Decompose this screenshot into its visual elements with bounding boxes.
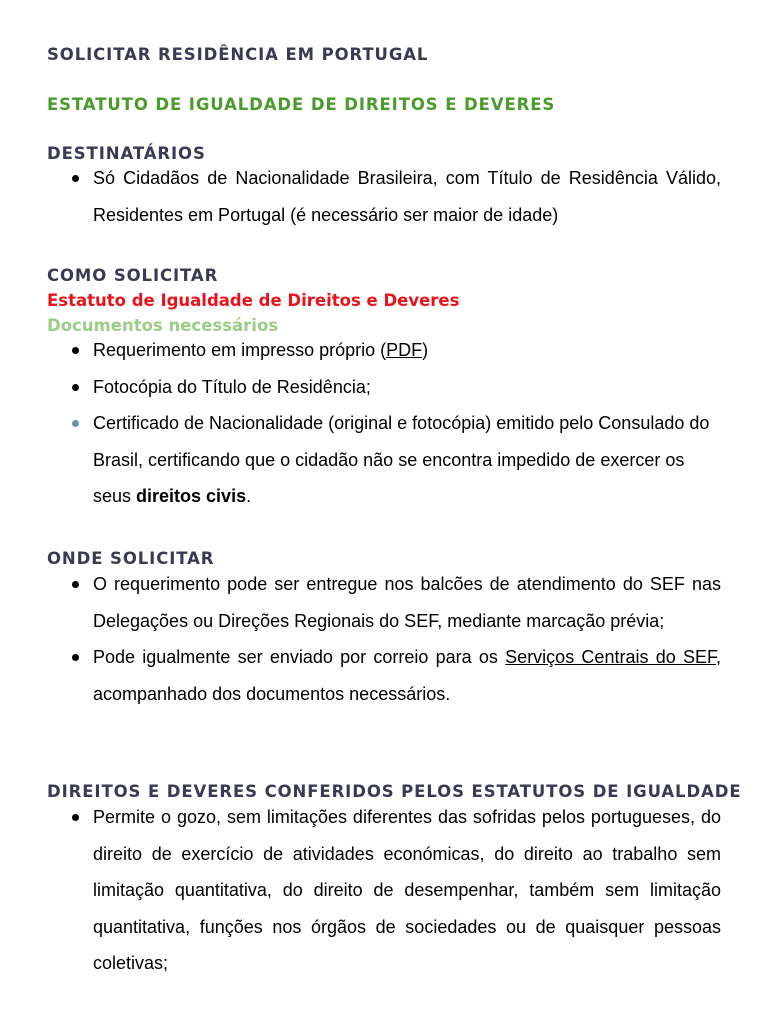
list-item: Permite o gozo, sem limitações diferentes das sofridas pelos portugueses, do direito de exercício de atividades económicas, do direito ao trabalho sem limitação quantitativa, do direito de desempenhar, também sem limitação quantitativa, funções nos órgãos de sociedades ou de quaisquer pessoas coletivas; [47, 799, 721, 982]
list-item: Fotocópia do Título de Residência; [47, 369, 721, 406]
bullet-icon [72, 175, 79, 182]
bullet-icon [72, 420, 79, 427]
direitos-list [47, 799, 721, 982]
page-subtitle: ESTATUTO DE IGUALDADE DE DIREITOS E DEVERES [47, 95, 556, 114]
bullet-icon [72, 654, 79, 661]
documentos-list [47, 332, 721, 515]
bullet-icon [72, 814, 79, 821]
list-item: Certificado de Nacionalidade (original e fotocópia) emitido pelo Consulado do Brasil, certificando que o cidadão não se encontra impedido de exercer os seus direitos civis. [47, 405, 721, 515]
pdf-link[interactable]: PDF [386, 340, 423, 360]
subheading-estatuto: Estatuto de Igualdade de Direitos e Deveres [47, 291, 460, 310]
section-heading-direitos-deveres: DIREITOS E DEVERES CONFERIDOS PELOS ESTATUTOS DE IGUALDADE [47, 782, 742, 801]
bullet-icon [72, 581, 79, 588]
onde-list [47, 566, 721, 712]
section-heading-destinatarios: DESTINATÁRIOS [47, 144, 206, 163]
list-item: Só Cidadãos de Nacionalidade Brasileira, com Título de Residência Válido, Residentes em Portugal (é necessário ser maior de idade) [47, 160, 721, 233]
page-title: SOLICITAR RESIDÊNCIA EM PORTUGAL [47, 45, 429, 64]
servicos-centrais-link[interactable]: Serviços Centrais do SEF [505, 647, 716, 667]
section-heading-onde-solicitar: ONDE SOLICITAR [47, 549, 215, 568]
section-heading-como-solicitar: COMO SOLICITAR [47, 266, 219, 285]
bullet-icon [72, 384, 79, 391]
destinatarios-list [47, 160, 721, 233]
list-item: O requerimento pode ser entregue nos balcões de atendimento do SEF nas Delegações ou Direções Regionais do SEF, mediante marcação prévia; [47, 566, 721, 639]
list-item: Pode igualmente ser enviado por correio para os Serviços Centrais do SEF, acompanhado dos documentos necessários. [47, 639, 721, 712]
list-item: Requerimento em impresso próprio (PDF) [47, 332, 721, 369]
subheading-documentos: Documentos necessários [47, 316, 279, 335]
direitos-civis-text: direitos civis [136, 486, 247, 506]
bullet-icon [72, 347, 79, 354]
